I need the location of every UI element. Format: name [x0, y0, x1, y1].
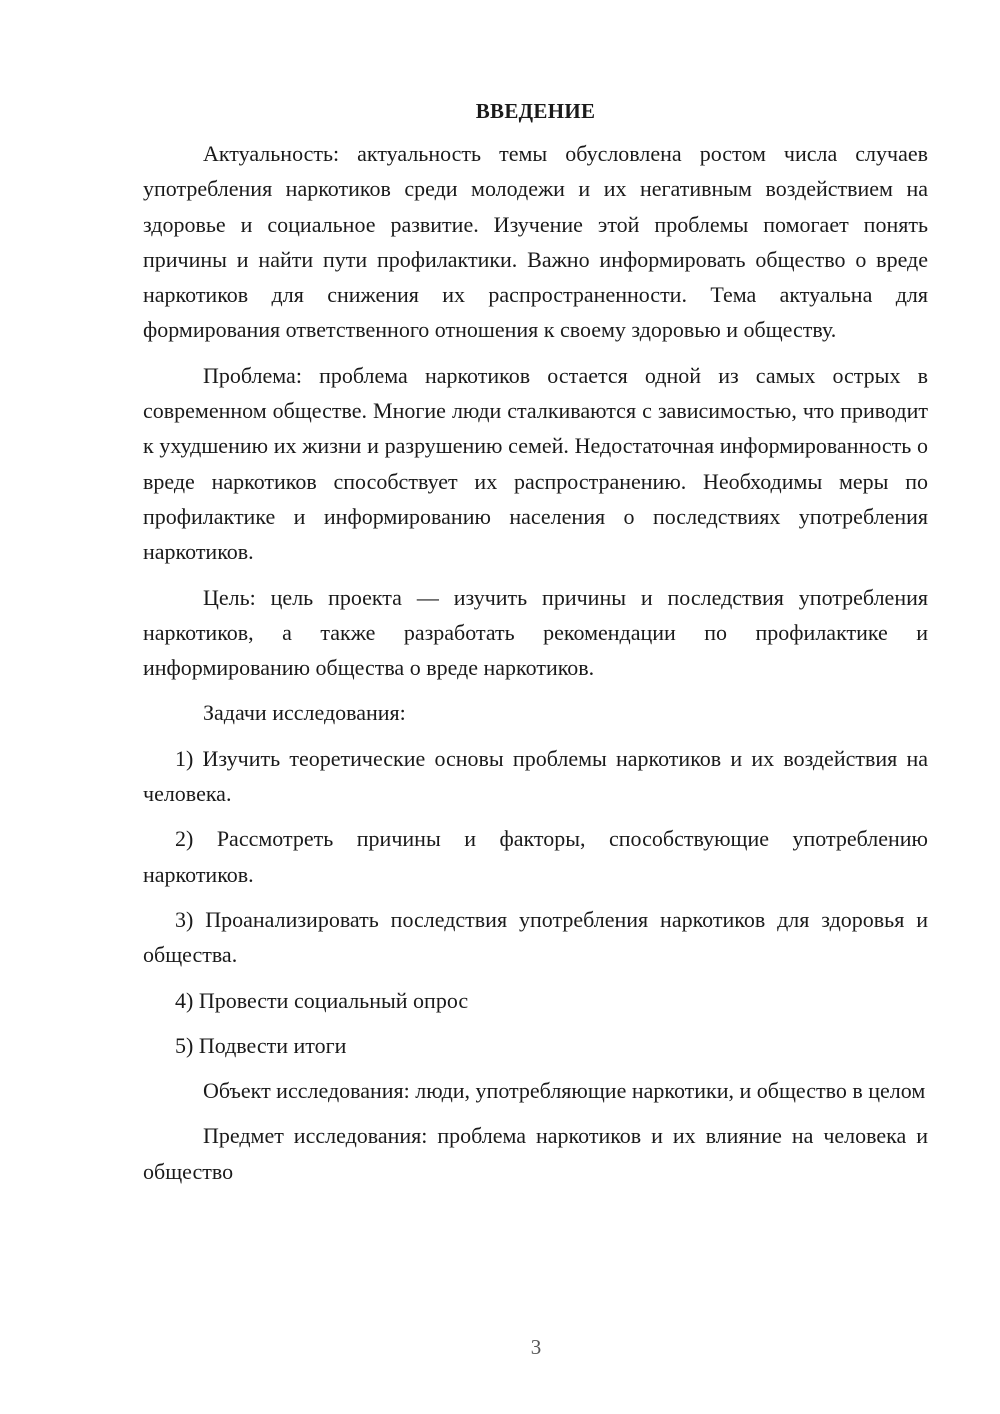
relevance-paragraph: Актуальность: актуальность темы обусловлена ростом числа случаев употребления наркотиков среди молодежи и их негативным воздействием на здоровье и социальное развитие. Изучение этой проблемы помогает понять причины и найти пути профилактики. Важно информировать общество о вреде наркотиков для снижения их распространенности. Тема актуальна для формирования ответственного отношения к своему здоровью и обществу. [143, 141, 928, 343]
task-item-5: 5) Подвести итоги [175, 1032, 347, 1058]
page-title: ВВЕДЕНИЕ [475, 99, 596, 123]
task-item-4: 4) Провести социальный опрос [175, 987, 469, 1013]
task-item-1: 1) Изучить теоретические основы проблемы наркотиков и их воздействия на человека. [143, 745, 928, 807]
page-number: 3 [530, 1335, 542, 1359]
document-page [143, 94, 928, 1199]
problem-paragraph: Проблема: проблема наркотиков остается одной из самых острых в современном обществе. Многие люди сталкиваются с зависимостью, что приводит к ухудшению их жизни и разрушению семей. Недостаточная информированность о вреде наркотиков способствует их распространению. Необходимы меры по профилактике и информированию населения о последствиях употребления наркотиков. [143, 362, 928, 565]
object-paragraph: Объект исследования: люди, употребляющие наркотики, и общество в целом [203, 1078, 926, 1104]
goal-paragraph: Цель: цель проекта — изучить причины и последствия употребления наркотиков, а также разработать рекомендации по профилактике и информированию общества о вреде наркотиков. [143, 584, 928, 681]
task-item-2: 2) Рассмотреть причины и факторы, способствующие употреблению наркотиков. [143, 826, 928, 887]
subject-paragraph: Предмет исследования: проблема наркотиков и их влияние на человека и общество [143, 1123, 928, 1184]
task-item-3: 3) Проанализировать последствия употребления наркотиков для здоровья и общества. [143, 906, 928, 968]
tasks-heading: Задачи исследования: [203, 700, 406, 726]
